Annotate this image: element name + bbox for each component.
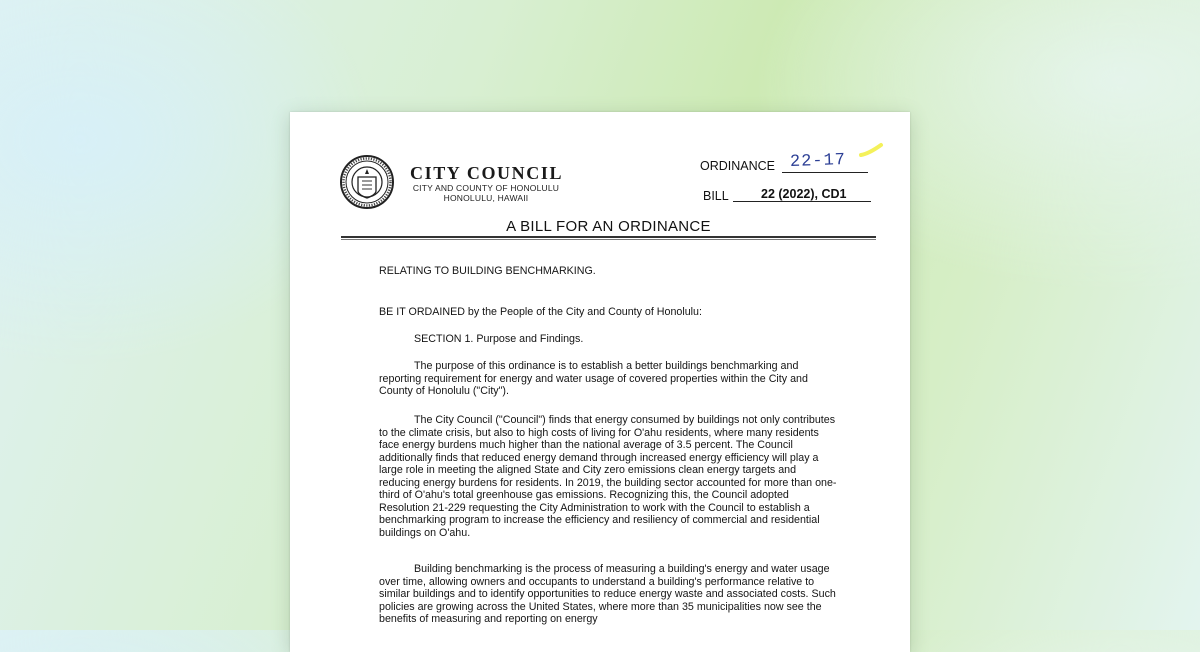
ordinance-underline (782, 172, 868, 173)
heading-rule (341, 236, 876, 238)
council-subtitle-line2: HONOLULU, HAWAII (443, 193, 529, 203)
paragraph (379, 563, 839, 626)
section-heading: SECTION 1. Purpose and Findings. (414, 333, 584, 345)
council-title: CITY COUNCIL (410, 163, 564, 183)
document-page (290, 112, 910, 652)
paragraph-text: Building benchmarking is the process of measuring a building's energy and water usage over time, allowing owners and occupants to understand a building's performance relative to similar buildings and to identify opportunities to reduce energy waste and associated costs. Such policies are growing across the United States, where more than 35 municipalities now see the benefits of measuring and reporting on energy (379, 563, 836, 625)
bill-number: 22 (2022), CD1 (761, 187, 847, 201)
highlight-mark-icon (858, 142, 884, 160)
bill-underline (733, 201, 871, 202)
relating-line: RELATING TO BUILDING BENCHMARKING. (379, 265, 596, 277)
paragraph (379, 360, 839, 398)
heading-rule-thin (341, 239, 876, 240)
paragraph (379, 414, 839, 539)
bill-heading: A BILL FOR AN ORDINANCE (506, 218, 711, 235)
paragraph-text: The purpose of this ordinance is to establish a better buildings benchmarking and reporting requirement for energy and water usage of covered properties within the City and County of Honolulu ("City"). (379, 360, 808, 397)
paragraph-text: The City Council ("Council") finds that energy consumed by buildings not only contributes to the climate crisis, but also to high costs of living for O'ahu residents, where many residents face energy burdens much higher than the national average of 3.5 percent. The Council additionally finds that reduced energy demand through increased energy efficiency will play a large role in meeting the aligned State and City zero emissions clean energy targets and reducing energy burdens for residents. In 2019, the building sector accounted for more than one-third of O'ahu's total greenhouse gas emissions. Recognizing this, the Council adopted Resolution 21-229 requesting the City Administration to work with the Council to establish a benchmarking program to increase the efficiency and resiliency of commercial and residential buildings on O'ahu. (379, 414, 837, 539)
ordinance-number: 22-17 (789, 151, 847, 172)
bill-label: BILL (703, 189, 729, 203)
ordinance-label: ORDINANCE (700, 159, 776, 173)
city-seal-icon (340, 155, 394, 209)
ordained-line: BE IT ORDAINED by the People of the City and County of Honolulu: (379, 306, 702, 318)
council-subtitle-line1: CITY AND COUNTY OF HONOLULU (412, 183, 560, 193)
